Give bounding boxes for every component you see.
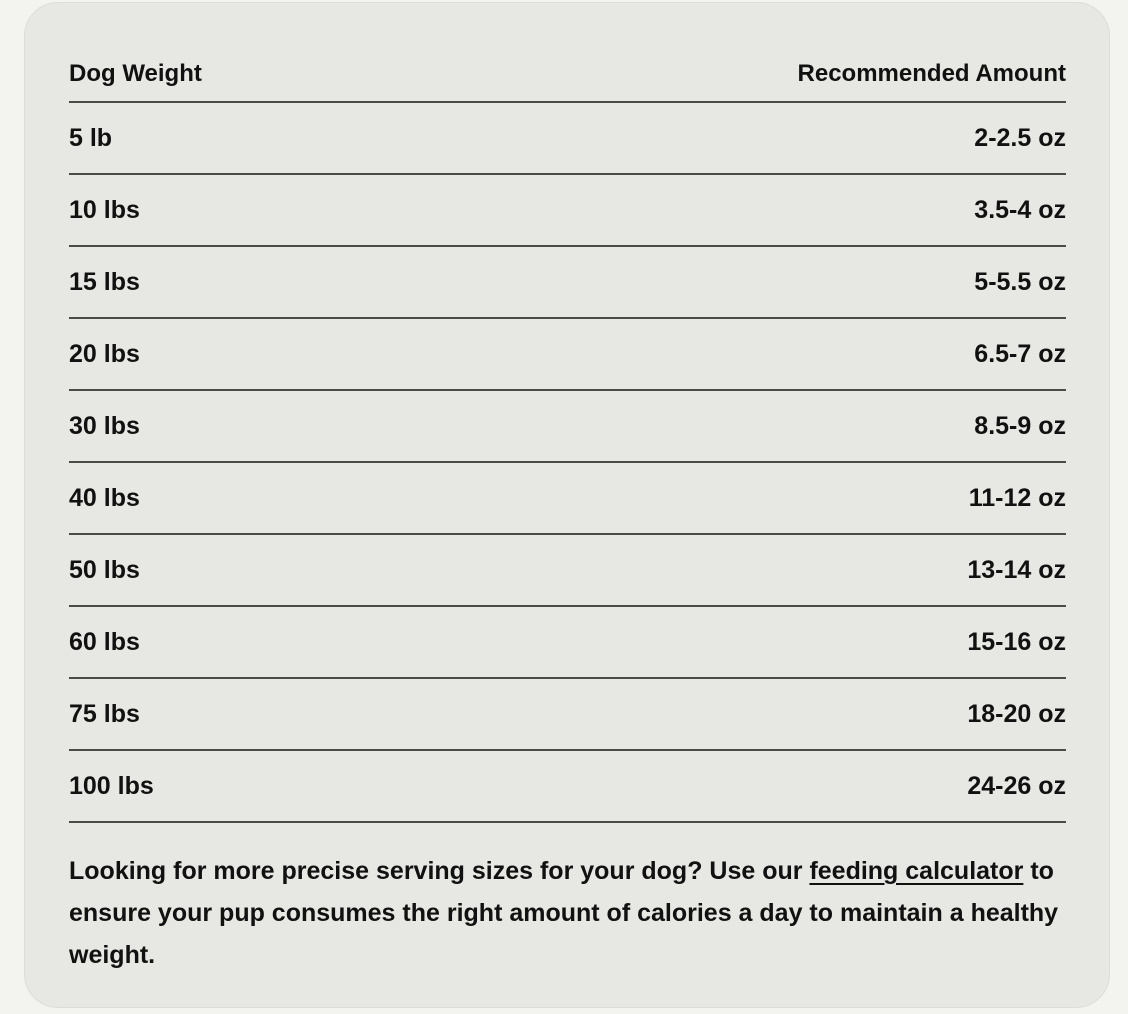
table-row bbox=[69, 175, 1066, 247]
note-text-after: to ensure your pup consumes the right amount of calories a day to maintain a healthy weight. bbox=[69, 857, 1059, 969]
table-row bbox=[69, 607, 1066, 679]
table-row bbox=[69, 319, 1066, 391]
table-header-row bbox=[69, 47, 1066, 103]
table-row bbox=[69, 535, 1066, 607]
row-weight: 10 lbs bbox=[69, 195, 140, 224]
row-amount: 6.5-7 oz bbox=[974, 339, 1066, 368]
row-amount: 2-2.5 oz bbox=[974, 123, 1066, 152]
row-weight: 100 lbs bbox=[69, 771, 154, 800]
row-weight: 20 lbs bbox=[69, 339, 140, 368]
row-amount: 15-16 oz bbox=[967, 627, 1066, 656]
row-weight: 15 lbs bbox=[69, 267, 140, 296]
row-amount: 8.5-9 oz bbox=[974, 411, 1066, 440]
row-amount: 18-20 oz bbox=[967, 699, 1066, 728]
feeding-table bbox=[69, 47, 1066, 823]
table-row bbox=[69, 679, 1066, 751]
table-row bbox=[69, 751, 1066, 823]
row-amount: 24-26 oz bbox=[967, 771, 1066, 800]
row-amount: 11-12 oz bbox=[968, 483, 1066, 512]
feeding-note bbox=[69, 850, 1069, 976]
row-amount: 3.5-4 oz bbox=[974, 195, 1066, 224]
row-weight: 60 lbs bbox=[69, 627, 140, 656]
row-amount: 13-14 oz bbox=[967, 555, 1066, 584]
row-weight: 75 lbs bbox=[69, 699, 140, 728]
row-weight: 30 lbs bbox=[69, 411, 140, 440]
table-row bbox=[69, 463, 1066, 535]
header-recommended-amount: Recommended Amount bbox=[797, 60, 1066, 87]
row-weight: 5 lb bbox=[69, 123, 113, 152]
row-weight: 50 lbs bbox=[69, 555, 140, 584]
table-row bbox=[69, 391, 1066, 463]
row-weight: 40 lbs bbox=[69, 483, 140, 512]
table-row bbox=[69, 247, 1066, 319]
table-row bbox=[69, 103, 1066, 175]
row-amount: 5-5.5 oz bbox=[974, 267, 1066, 296]
header-dog-weight: Dog Weight bbox=[69, 60, 202, 87]
feeding-guide-card bbox=[24, 2, 1110, 1008]
feeding-calculator-link[interactable]: feeding calculator bbox=[809, 857, 1024, 885]
note-text-before: Looking for more precise serving sizes for your dog? Use our bbox=[69, 857, 810, 885]
